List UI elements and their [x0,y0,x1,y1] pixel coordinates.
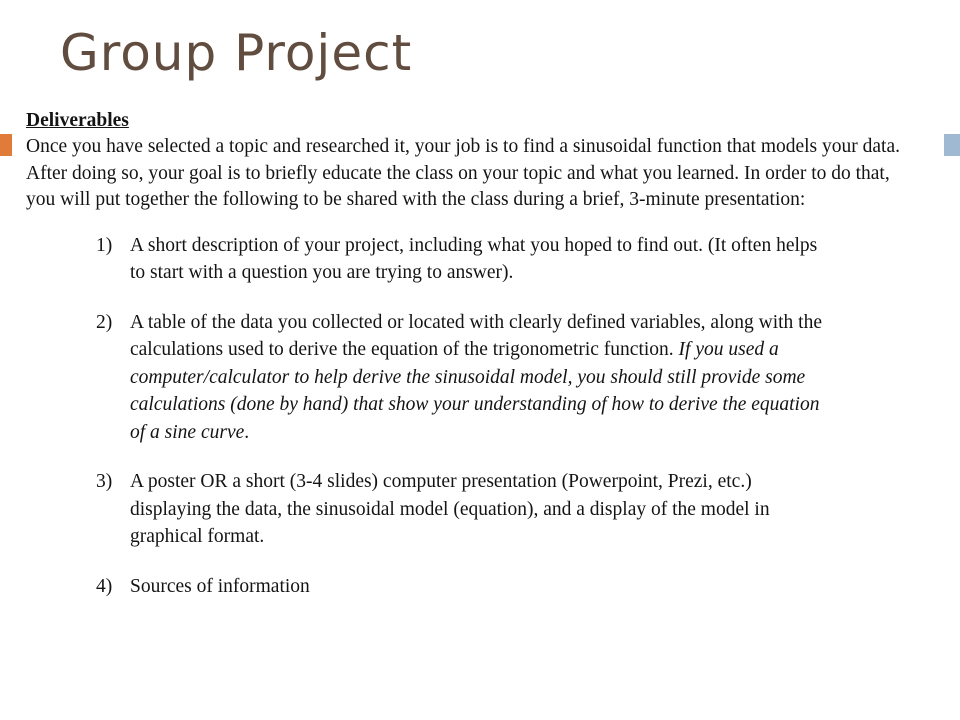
list-item [26,468,830,551]
list-item-emphasis: If you used a computer/calculator to help derive the sinusoidal model, you should still provide some calculations (done by hand) that show your understanding of how to derive the equation of a sine curve [130,339,820,443]
list-item-text: A short description of your project, including what you hoped to find out. (It often helps to start with a question you are trying to answer). [130,234,818,283]
slide-title: Group Project [60,24,413,82]
list-item [26,309,830,447]
deliverables-list [26,232,926,601]
accent-bar-right [944,134,960,156]
list-item-text: Sources of information [130,575,310,597]
list-item-number: 1) [96,234,113,256]
list-item-number: 3) [96,471,113,492]
list-item-number: 4) [96,575,113,597]
document-image [26,108,926,622]
deliverables-heading: Deliverables [26,110,129,131]
list-item-end: . [244,421,250,443]
intro-paragraph: Once you have selected a topic and researched it, your job is to find a sinusoidal function that models your data. After doing so, your goal is to briefly educate the class on your topic and what you learned. In order to do that, you will put together the following to be shared with the class during a brief, 3-minute presentation: [26,136,900,210]
list-item [26,573,830,601]
list-item-text: A table of the data you collected or located with clearly defined variables, along with the calculations used to derive the equation of the trigonometric function. [130,311,822,360]
list-item-text: A poster OR a short (3-4 slides) computer presentation (Powerpoint, Prezi, etc.) displaying the data, the sinusoidal model (equation), and a display of the model in graphical format. [130,471,770,547]
accent-bar-left [0,134,12,156]
list-item [26,232,830,287]
list-item-number: 2) [96,311,113,333]
